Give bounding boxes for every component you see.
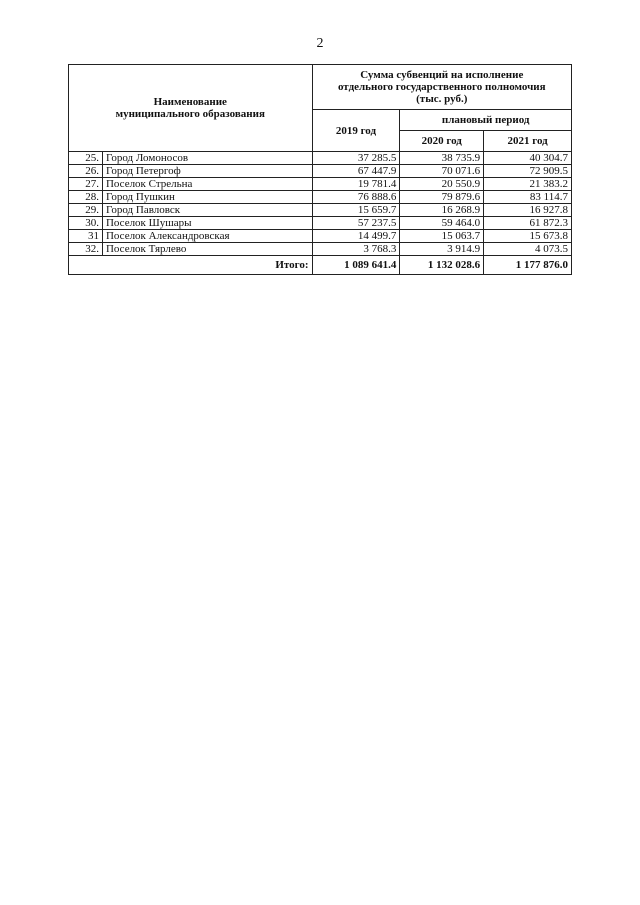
- value-2019: 14 499.7: [312, 230, 400, 243]
- row-number: 30.: [69, 217, 103, 230]
- row-number: 25.: [69, 152, 103, 165]
- row-number: 29.: [69, 204, 103, 217]
- row-number: 31: [69, 230, 103, 243]
- page-number: 2: [316, 36, 324, 51]
- value-2021: 61 872.3: [484, 217, 572, 230]
- value-2020: 3 914.9: [400, 243, 484, 256]
- total-label: Итого:: [69, 256, 313, 275]
- value-2019: 3 768.3: [312, 243, 400, 256]
- value-2020: 59 464.0: [400, 217, 484, 230]
- total-2021: 1 177 876.0: [484, 256, 572, 275]
- header-year-2021: 2021 год: [484, 131, 572, 152]
- municipality-name: Город Пушкин: [102, 191, 312, 204]
- table-row: [69, 204, 572, 217]
- value-2020: 79 879.6: [400, 191, 484, 204]
- row-number: 27.: [69, 178, 103, 191]
- table-row: [69, 178, 572, 191]
- header-year-2020: 2020 год: [400, 131, 484, 152]
- table-row: [69, 191, 572, 204]
- municipality-name: Город Ломоносов: [102, 152, 312, 165]
- value-2020: 70 071.6: [400, 165, 484, 178]
- table-row: [69, 243, 572, 256]
- value-2021: 40 304.7: [484, 152, 572, 165]
- municipality-name: Поселок Стрельна: [102, 178, 312, 191]
- value-2020: 16 268.9: [400, 204, 484, 217]
- total-2020: 1 132 028.6: [400, 256, 484, 275]
- header-subsidy-sum: Сумма субвенций на исполнение отдельного государственного полномочия (тыс. руб.): [312, 65, 571, 110]
- header-planning-period: плановый период: [400, 110, 572, 131]
- municipality-name: Поселок Александровская: [102, 230, 312, 243]
- table-row: [69, 217, 572, 230]
- value-2020: 38 735.9: [400, 152, 484, 165]
- value-2021: 15 673.8: [484, 230, 572, 243]
- value-2021: 16 927.8: [484, 204, 572, 217]
- header-year-2019: 2019 год: [312, 110, 400, 152]
- row-number: 28.: [69, 191, 103, 204]
- total-2019: 1 089 641.4: [312, 256, 400, 275]
- value-2019: 76 888.6: [312, 191, 400, 204]
- value-2019: 67 447.9: [312, 165, 400, 178]
- value-2021: 72 909.5: [484, 165, 572, 178]
- value-2019: 19 781.4: [312, 178, 400, 191]
- table-row: [69, 230, 572, 243]
- value-2020: 20 550.9: [400, 178, 484, 191]
- row-number: 32.: [69, 243, 103, 256]
- total-row: [69, 256, 572, 275]
- value-2021: 83 114.7: [484, 191, 572, 204]
- value-2020: 15 063.7: [400, 230, 484, 243]
- municipality-name: Поселок Тярлево: [102, 243, 312, 256]
- header-municipality-name: Наименование муниципального образования: [69, 65, 313, 152]
- value-2021: 21 383.2: [484, 178, 572, 191]
- municipality-name: Город Павловск: [102, 204, 312, 217]
- value-2021: 4 073.5: [484, 243, 572, 256]
- municipality-name: Город Петергоф: [102, 165, 312, 178]
- value-2019: 15 659.7: [312, 204, 400, 217]
- table-row: [69, 152, 572, 165]
- table-row: [69, 165, 572, 178]
- row-number: 26.: [69, 165, 103, 178]
- subsidy-table: [68, 64, 572, 275]
- value-2019: 57 237.5: [312, 217, 400, 230]
- value-2019: 37 285.5: [312, 152, 400, 165]
- header-row-1: [69, 65, 572, 110]
- municipality-name: Поселок Шушары: [102, 217, 312, 230]
